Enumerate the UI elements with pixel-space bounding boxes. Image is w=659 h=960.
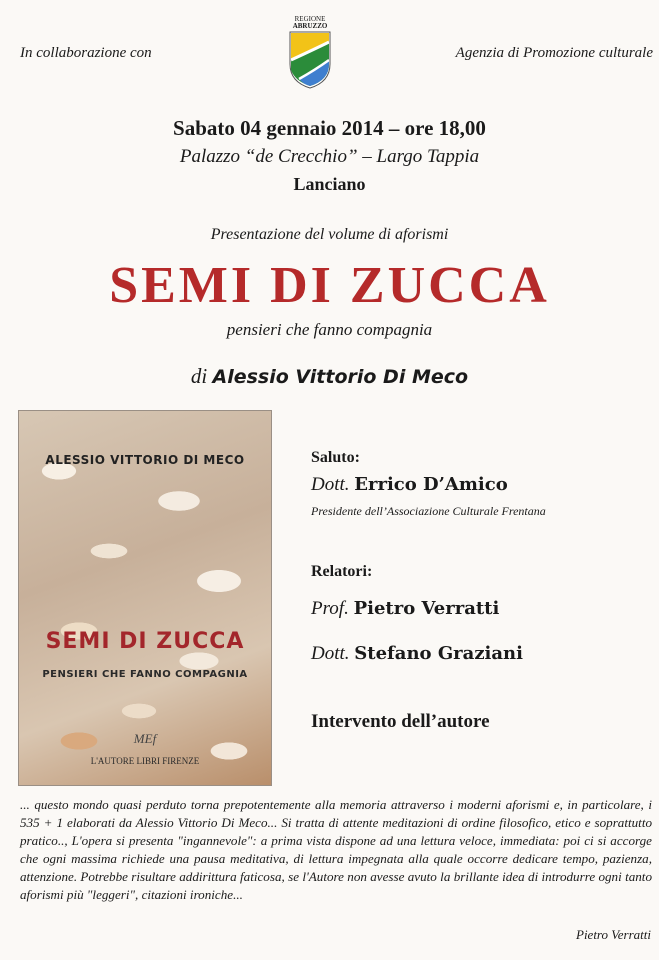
logo-region-line2: ABRUZZO — [292, 22, 328, 30]
publisher-logo-icon: MEf — [133, 731, 157, 746]
event-date-time: Sabato 04 gennaio 2014 – ore 18,00 — [173, 116, 486, 140]
author-name: Alessio Vittorio Di Meco — [212, 366, 469, 388]
cover-publisher: L'AUTORE LIBRI FIRENZE — [90, 756, 200, 766]
speaker-name: Pietro Verratti — [353, 598, 500, 619]
greeting-person-name: Errico D’Amico — [354, 474, 508, 495]
speaker-title: Dott. — [311, 643, 350, 664]
cover-title: SEMI DI ZUCCA — [45, 629, 245, 654]
collaboration-label: In collaborazione con — [20, 45, 152, 61]
shield-icon — [287, 30, 333, 90]
greeting-heading: Saluto: — [311, 449, 360, 466]
speaker-name: Stefano Graziani — [354, 643, 523, 664]
event-venue: Palazzo “de Crecchio” – Largo Tappia — [179, 146, 480, 167]
author-intervention: Intervento dell’autore — [311, 711, 490, 732]
greeting-person — [311, 474, 508, 496]
cover-subtitle: PENSIERI CHE FANNO COMPAGNIA — [42, 669, 248, 680]
logo-region-line1: REGIONE — [294, 15, 326, 23]
greeting-person-title: Dott. — [311, 474, 350, 495]
event-city: Lanciano — [293, 174, 366, 194]
book-cover-image — [18, 410, 272, 786]
author-prefix: di — [190, 364, 208, 388]
author-line — [0, 364, 659, 389]
quote-signature: Pietro Verratti — [576, 927, 651, 942]
greeting-person-role: Presidente dell’Associazione Culturale Frentana — [311, 504, 546, 518]
speaker-title: Prof. — [311, 598, 349, 619]
presentation-label: Presentazione del volume di aforismi — [210, 226, 449, 243]
speakers-heading: Relatori: — [311, 563, 373, 580]
cover-author: ALESSIO VITTORIO DI MECO — [45, 453, 245, 467]
cultural-agency-label: Agenzia di Promozione culturale — [455, 45, 653, 61]
speaker — [311, 598, 499, 620]
review-quote: ... questo mondo quasi perduto torna prepotentemente alla memoria attraverso i moderni aforismi e, in particolare, i 535 + 1 elaborati da Alessio Vittorio Di Meco... Si tratta di attente meditazioni di ordine filosofico, etico e soprattutto pratico.., L'opera si presenta "ingannevole": a prima vista dispone ad una lettura veloce, immediata: poi ci si accorge che ogni massima richiede una pausa meditativa, di lettura impegnata alla quale occorre dedicare tempo, pazienza, attenzione. Potrebbe risultare addirittura faticosa, se l'Autore non avesse avuto la brillante idea di introdurre ogni tanto aforismi più "leggeri", citazioni ironiche... — [20, 797, 652, 902]
speaker — [311, 643, 523, 665]
regione-abruzzo-logo — [287, 14, 333, 88]
book-subtitle: pensieri che fanno compagnia — [226, 320, 433, 339]
book-title: SEMI DI ZUCCA — [109, 257, 550, 314]
